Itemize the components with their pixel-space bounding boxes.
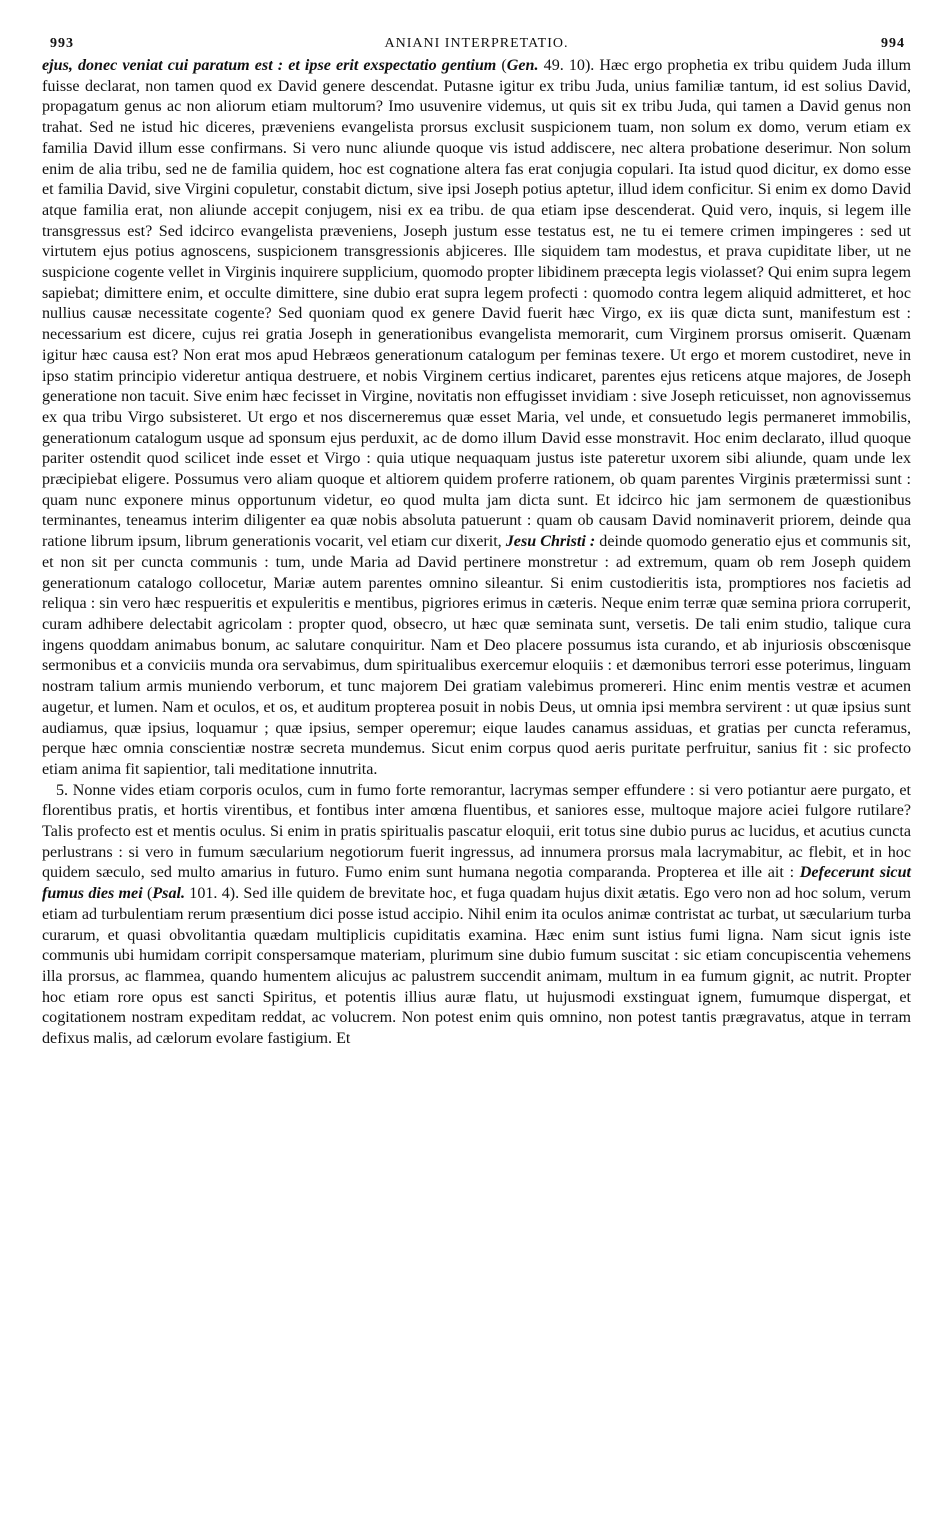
text-run: 5. Nonne vides etiam corporis oculos, cum in fumo forte remorantur, lacrymas semper effundere : si vero potiantur aere purgato, et florentibus pratis, et hortis virentibus, et fontibus inter amœna fluentibus, et saniores esse, multoque majore aciei fulgore rutilare? Talis profecto est et mentis oculus. Si enim in pratis spiritualis pascatur eloquii, erit totus sine dubio purus ac lucidus, et acutius cuncta perlustrans : si vero in fumum sæcularium negotiorum fuerit ingressus, ad innumera prorsus mala lacrymabitur, ac flebit, et in hoc quidem sæculo, sed multo amarius in futuro. Fumo enim sunt humana negotia comparanda. Propterea et ille ait : [42,781,911,882]
column-number-left: 993 [50,36,74,51]
text-run: ( [142,885,153,903]
text-run: ejus, donec veniat cui paratum est : et ipse erit exspectatio gentium [42,57,497,74]
paragraph-2 [42,781,911,1050]
body-text [42,56,911,1050]
text-run: Defecerunt sicut fumus dies mei [42,864,911,903]
text-run: ( [496,57,507,74]
paragraph-1 [42,56,911,781]
text-run: deinde quomodo generatio ejus et communis sit, et non sit per cuncta communis : tum, unde Maria ad David pertinere monstretur : ad extremum, quam ob rem Joseph quidem generationum catalogo collocetur, Mariæ autem parentes omnino sileantur. Si enim custodieritis ista, promptiores nos facietis ad reliqua : sin vero hæc respueritis et expuleritis e mentibus, pigriores erimus in cæteris. Neque enim terræ quæ semina priora corruperit, curam adhibere delectabit agricolam : propter quod, obsecro, ut hæc quæ seminata sunt, versetis. De tali enim studio, talique cura ingens quoddam animabus bonum, ac salutare conquiritur. Nam et Deo placere possumus ista curando, et ab injuriosis obscœnisque sermonibus et a conviciis munda ora servabimus, dum spiritualibus exercemur eloquiis : et dæmonibus terrori esse poterimus, linguam nostram talium armis muniendo verborum, et tunc majorem Dei gratiam valebimus promereri. Hinc enim mentis vestræ et acumen augetur, et lumen. Nam et oculos, et os, et auditum propterea posuit in nobis Deus, ut omnia ipsi membra servirent : ut quæ ipsius sunt audiamus, quæ ipsius, loquamur ; quæ ipsius, semper operemur; eique laudes canamus assiduas, et gratias per cuncta referamus, perque hæc omnia conscientiæ nostræ secreta mundemus. Sicut enim corpus quod aeris puritate perfruitur, sanius fit : sic profecto etiam anima fit sapientior, tali meditatione innutrita. [42,533,912,778]
column-number-right: 994 [881,36,905,51]
running-header [42,30,911,56]
text-run: 49. 10). Hæc ergo prophetia ex tribu quidem Juda illum fuisse declarat, non tamen quod ex David genere descendat. Putasne igitur ex tribu Juda, unius familiæ tantum, id est solius David, propagatum genus ac non aliorum etiam multorum? Imo usuvenire videmus, ut quis sit ex tribu Juda, qui tamen a David genus non trahat. Sed ne istud hic diceres, præveniens evangelista prorsus exclusit suspicionem tuam, non solum ex domo, verum etiam ex familia David illum esse confirmans. Si vero nunc aliunde quoque vis istud addiscere, nec altera probatione deserimur. Non solum enim de alia tribu, sed ne de familia quidem, hoc est cognatione altera fas erat conjugia copulari. Ita istud quod dicitur, ex domo esse et familia David, sive Virgini copuletur, constabit dictum, sive ipsi Joseph potius aptetur, illud idem conficitur. Si enim ex domo David atque familia erat, non aliunde accepit conjugem, nisi ex ea tribu. de qua etiam ipse descenderat. Quid vero, inquis, si legem ille transgressus est? Sed idcirco evangelista præveniens, Joseph justum esse testatus est, ne tu ei temere crimen impingeres : sed ut virtutem ejus potius agnoscens, suspicionem transgressionis abjiceres. Ille siquidem tam modestus, et prava cupiditate liber, ut ne suspicione cogente vellet in Virginis inquirere supplicium, quomodo propter libidinem præcepta legis violasset? Qui enim supra legem sapiebat; dimittere enim, et occulte dimittere, sine dubio erat supra legem profecti : quomodo contra legem aliquid admitteret, et hoc nullius causæ necessitate cogente? Sed quoniam quod ex genere David fuerit hæc Virgo, ex iis quæ dicta sunt, manifestum est : necessarium est dicere, cujus rei gratia Joseph in generationibus evangelista memorarit, cum Virginem prorsus omiserit. Quænam igitur hæc causa est? Non erat mos apud Hebræos generationum catalogum per feminas texere. Ut ergo et morem custodiret, neve in ipso statim principio videretur antiqua destruere, et nobis Virginem certius indicaret, parentes ejus reticens atque majores, de Joseph generatione non tacuit. Sive enim hæc fecisset in Virgine, novitatis non effugisset invidiam : sive Joseph reticuisset, non agnovissemus ex qua tribu Virgo subsisteret. Ut ergo et nos discerneremus quæ esset Maria, vel unde, et consuetudo legis permaneret immobilis, generationum catalogum usque ad sponsum ejus perduxit, ac de domo illum David esse monstravit. Hoc enim declarato, illud quoque pariter ostendit quod scilicet inde esset et Virgo : quia utique nequaquam justus iste pateretur uxorem sibi aliunde, quam unde lex præcipiebat eligere. Possumus vero aliam quoque et altiorem quidem proferre rationem, ob quam parentes Virginis prætermissi sunt : quam nunc exponere minus opportunum videtur, eo quod multa jam dicta sunt. Et idcirco hic jam sermonem de quæstionibus terminantes, teneamus interim diligenter ea quæ nobis absoluta patuerunt : quam ob causam David nominaverit priorem, deinde qua ratione librum ipsum, librum generationis vocarit, vel etiam cur dixerit, [42,57,912,551]
text-run: Jesu Christi : [505,533,596,551]
text-run: 101. 4). Sed ille quidem de brevitate hoc, et fuga quadam hujus dixit ætatis. Ego vero non ad hoc solum, verum etiam ad turbulentiam rerum præsentium dici posse istud accipio. Nihil enim ita oculos animæ contristat ac turbat, ut sæcularium turba curarum, et quasi obvolitantia quædam multiplicis cupiditatis examina. Hæc enim sunt istius fumi ligna. Nam sicut ignis iste communis ubi humidam corripit conspersamque materiam, plurimum sine dubio fumum suscitat : sic etiam concupiscentia vehemens illa prorsus, ac flammea, quando humentem alicujus ac palustrem succendit animam, multum in ea fumum gignit, ac nutrit. Propter hoc etiam rore opus est sancti Spiritus, et potentis illius auræ flatu, ut hujusmodi exstinguat ignem, fumumque dispergat, et cogitationem nostram expeditam reddat, ac volucrem. Non potest enim quis omnino, non potest tantis prægravatus, atque in terram defixus malis, ad cælorum evolare fastigium. Et [42,885,912,1048]
text-run: Gen. [506,57,539,74]
running-title: ANIANI INTERPRETATIO. [384,36,569,51]
text-run: Psal. [152,885,185,903]
